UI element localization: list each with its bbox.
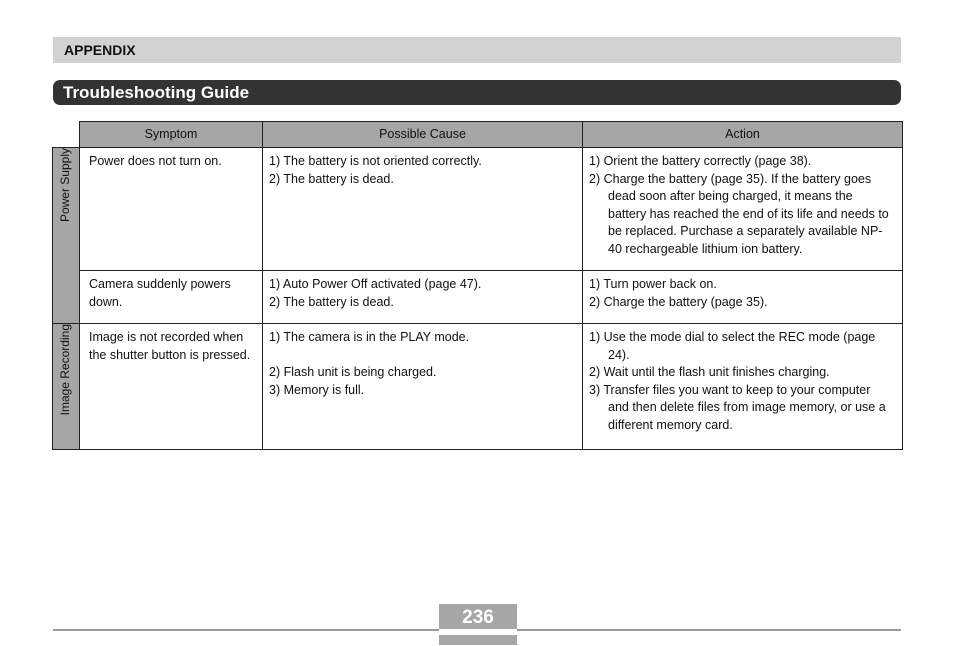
category-label: Power Supply <box>58 148 73 223</box>
cause-cell <box>263 324 583 450</box>
list-item: 1) Auto Power Off activated (page 47). <box>269 277 482 291</box>
cause-cell <box>263 271 583 324</box>
column-header-symptom: Symptom <box>80 122 263 148</box>
symptom-text: Image is not recorded when the shutter button is pressed. <box>89 330 251 362</box>
list-item: 1) Orient the battery correctly (page 38). <box>589 154 812 168</box>
symptom-text: Camera suddenly powers down. <box>89 277 231 309</box>
list-spacer <box>269 347 574 365</box>
action-cell <box>583 271 903 324</box>
action-cell <box>583 148 903 271</box>
list-item: 2) Charge the battery (page 35). If the battery goes dead soon after being charged, it means the battery has reached the end of its life and needs to be replaced. Purchase a separately available NP-40 rechargeable lithium ion battery. <box>589 171 889 256</box>
table-row <box>53 324 903 450</box>
section-header <box>53 37 901 63</box>
category-power-supply <box>53 148 80 324</box>
page-number-box <box>439 604 517 645</box>
column-header-action: Action <box>583 122 903 148</box>
category-label: Image Recording <box>58 324 73 416</box>
category-image-recording <box>53 324 80 450</box>
list-item: 2) The battery is dead. <box>269 294 394 309</box>
list-item: 2) The battery is dead. <box>269 171 394 186</box>
page-number: 236 <box>462 607 494 628</box>
list-item: 1) Use the mode dial to select the REC mode (page 24). <box>589 330 876 362</box>
list-item: 3) Transfer files you want to keep to your computer and then delete files from image memory, or use a different memory card. <box>589 382 886 432</box>
action-cell <box>583 324 903 450</box>
list-item: 2) Flash unit is being charged. <box>269 365 437 380</box>
cause-cell <box>263 148 583 271</box>
list-item: 3) Memory is full. <box>269 382 365 397</box>
table-corner <box>53 122 80 148</box>
list-item: 1) The camera is in the PLAY mode. <box>269 330 470 344</box>
page-title: Troubleshooting Guide <box>63 83 250 102</box>
page-number-gap <box>439 629 517 635</box>
table-header-row <box>53 122 903 148</box>
table-row <box>53 271 903 324</box>
symptom-cell <box>80 271 263 324</box>
list-item: 2) Charge the battery (page 35). <box>589 294 768 309</box>
page-title-bar <box>53 80 901 105</box>
list-item: 1) The battery is not oriented correctly. <box>269 154 482 168</box>
list-item: 1) Turn power back on. <box>589 277 717 291</box>
list-item: 2) Wait until the flash unit finishes charging. <box>589 365 830 380</box>
column-header-cause: Possible Cause <box>263 122 583 148</box>
table-row <box>53 148 903 271</box>
section-label: APPENDIX <box>64 42 136 58</box>
symptom-text: Power does not turn on. <box>89 154 222 168</box>
troubleshooting-table <box>52 121 903 450</box>
symptom-cell <box>80 324 263 450</box>
symptom-cell <box>80 148 263 271</box>
